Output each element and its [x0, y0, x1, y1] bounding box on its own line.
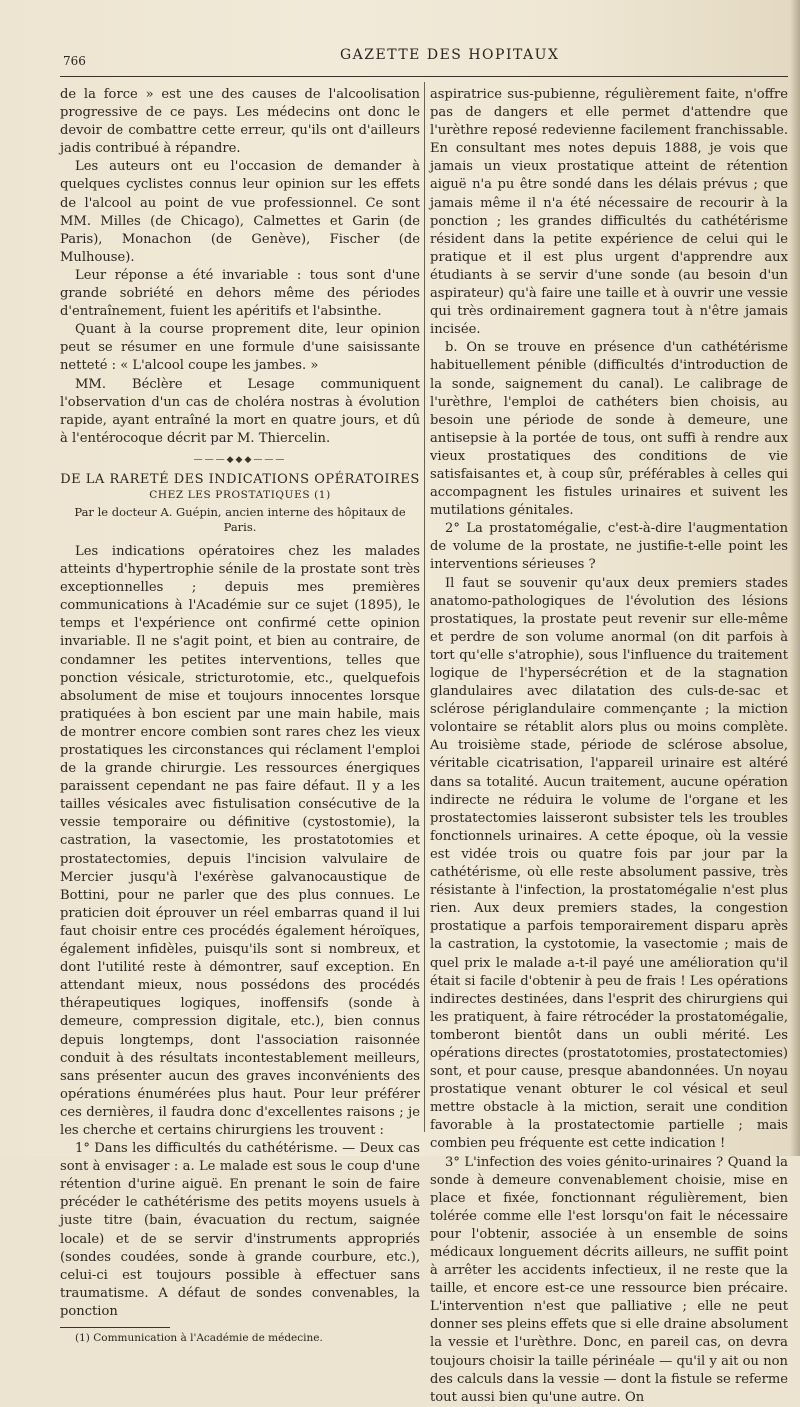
article-author: Par le docteur A. Guépin, ancien interne des hôpitaux de Paris.	[74, 504, 406, 534]
running-title: GAZETTE DES HOPITAUX	[340, 47, 560, 63]
header-rule	[60, 76, 788, 77]
column-divider	[424, 82, 425, 1132]
paragraph: Les auteurs ont eu l'occasion de demander à quelques cyclistes connus leur opinion sur les effets de l'alcool au point de vue professionnel. Ce sont MM. Milles (de Chicago), Calmettes et Garin (de Paris), Monachon (de Genève), Fischer (de Mulhouse).	[60, 159, 420, 265]
paragraph: Les indications opératoires chez les malades atteints d'hypertrophie sénile de la prostate sont très exceptionnelles ; depuis mes premières communications à l'Académie sur ce sujet (1895), le temps et l'expérience ont confirmé cette opinion invariable. Il ne s'agit point, et bien au contraire, de condamner les petites interventions, telles que ponction vésicale, stricturotomie, etc., quelquefois absolument de mise et toujours innocentes lorsque pratiquées à bon escient par une main habile, mais de montrer encore combien sont rares chez les vieux prostatiques les circonstances qui réclament l'emploi de la grande chirurgie. Les ressources énergiques paraissent cependant ne pas faire défaut. Il y a les tailles vésicales avec fistulisation consécutive de la vessie temporaire ou définitive (cystostomie), la castration, la vasectomie, les prostatotomies et prostatectomies, depuis l'incision valvulaire de Mercier jusqu'à l'exérèse galvanocaustique de Bottini, pour ne parler que des plus connues. Le praticien doit éprouver un réel embarras quand il lui faut choisir entre ces procédés également héroïques, également infidèles, puisqu'ils sont si nombreux, et dont l'utilité reste à démontrer, sauf exception. En attendant mieux, nous possédons des procédés thérapeutiques logiques, inoffensifs (sonde à demeure, compression digitale, etc.), bien connus depuis longtemps, dont l'association raisonnée conduit à des résultats incontestablement meilleurs, sans présenter aucun des graves inconvénients des opérations énumérées plus haut. Pour leur préférer ces dernières, il faudra donc d'excellentes raisons ; je les cherche et certains chirurgiens les trouvent :	[60, 543, 420, 1138]
paragraph: 3° L'infection des voies génito-urinaires ? Quand la sonde à demeure convenablement choisie, mise en place et fixée, fonctionnant régulièrement, bien tolérée comme elle l'est lorsqu'on fait le nécessaire pour l'obtenir, associée à un ensemble de soins médicaux longuement décrits ailleurs, ne suffit point à arrêter les accidents infectieux, il ne reste que la taille, et encore est-ce une ressource bien précaire. L'intervention n'est que palliative ; elle ne peut donner ses pleins effets que si elle draine absolument la vessie et l'urèthre. Donc, en pareil cas, on devra toujours choisir la taille périnéale — qu'il y ait ou non des calculs dans la vessie — dont la fistule se referme tout aussi bien qu'une autre. On	[430, 1154, 788, 1405]
paragraph: 2° La prostatomégalie, c'est-à-dire l'augmentation de volume de la prostate, ne justifie-t-elle point les interventions sérieuses ?	[430, 521, 788, 573]
left-column-paragraphs	[60, 86, 420, 448]
paragraph: b. On se trouve en présence d'un cathétérisme habituellement pénible (difficultés d'introduction de la sonde, saignement du canal). Le calibrage de l'urèthre, l'emploi de cathéters bien choisis, au besoin une période de sonde à demeure, une antisepsie à la portée de tous, ont suffi à rendre aux vieux prostatiques des conditions de vie satisfaisantes et, à coup sûr, préférables à celles qui accompagnent les fistules urinaires et suivent les mutilations génitales.	[430, 340, 788, 519]
article-subtitle: CHEZ LES PROSTATIQUES (1)	[149, 488, 331, 501]
right-column	[430, 86, 788, 1407]
footnote-rule	[60, 1327, 170, 1328]
section-ornament: ———◆◆◆———	[193, 454, 287, 465]
paragraph: Il faut se souvenir qu'aux deux premiers stades anatomo-pathologiques de l'évolution des lésions prostatiques, la prostate peut revenir sur elle-même et perdre de son volume anormal (on dit parfois à tort qu'elle s'atrophie), sous l'influence du traitement logique de l'hypersécrétion et de la stagnation glandulaires avec dilatation des culs-de-sac et sclérose périglandulaire commençante ; la miction volontaire se rétablit alors plus ou moins complète. Au troisième stade, période de sclérose absolue, véritable cicatrisation, l'appareil urinaire est altéré dans sa totalité. Aucun traitement, aucune opération indirecte ne réduira le volume de l'organe et les prostatectomies laisseront subsister tels les troubles fonctionnels urinaires. A cette époque, où la vessie est vidée trois ou quatre fois par jour par la cathétérisme, où elle reste absolument passive, très résistante à l'infection, la prostatomégalie n'est plus rien. Aux deux premiers stades, la congestion prostatique a parfois temporairement disparu après la castration, la cystotomie, la vasectomie ; mais de quel prix le malade a-t-il payé une amélioration qu'il était si facile d'obtenir à peu de frais ! Les opérations indirectes destinées, dans l'esprit des chirurgiens qui les pratiquent, à faire rétrocéder la prostatomégalie, tomberont bientôt dans un oubli mérité. Les opérations directes (prostatotomies, prostatectomies) sont, et pour cause, presque abandonnées. Un noyau prostatique venant obturer le col vésical et seul mettre obstacle à la miction, serait une condition favorable à la prostatectomie partielle ; mais combien peu fréquente est cette indication !	[430, 575, 788, 1152]
paragraph: aspiratrice sus-pubienne, régulièrement faite, n'offre pas de dangers et elle permet d'attendre que l'urèthre reposé redevienne facilement franchissable. En consultant mes notes depuis 1888, je vois que jamais un vieux prostatique atteint de rétention aiguë n'a pu être sondé dans les délais prévus ; que jamais même il n'a été nécessaire de recourir à la ponction ; les grandes difficultés du cathétérisme résident dans la petite expérience de celui qui le pratique et il est plus urgent d'apprendre aux étudiants à se servir d'une sonde (au besoin d'un aspirateur) qu'à faire une taille et à ouvrir une vessie qui très ordinairement gagnera tout à n'être jamais incisée.	[430, 87, 788, 338]
paragraph: de la force » est une des causes de l'alcoolisation progressive de ce pays. Les médecins ont donc le devoir de combattre cette erreur, qu'ils ont d'ailleurs jadis contribué à répandre.	[60, 87, 420, 157]
right-column-paragraphs	[430, 86, 788, 1407]
paragraph: MM. Béclère et Lesage communiquent l'observation d'un cas de choléra nostras à évolution rapide, ayant entraîné la mort en quatre jours, et dû à l'entérocoque décrit par M. Thiercelin.	[60, 376, 420, 446]
article-paragraphs	[60, 543, 420, 1321]
page-number: 766	[63, 54, 86, 68]
paragraph: Quant à la course proprement dite, leur opinion peut se résumer en une formule d'une saisissante netteté : « L'alcool coupe les jambes. »	[60, 322, 420, 374]
page-edge-shadow	[790, 0, 800, 1156]
footnote: (1) Communication à l'Académie de médecine.	[75, 1332, 323, 1344]
paragraph: Leur réponse a été invariable : tous sont d'une grande sobriété en dehors même des périodes d'entraînement, fuient les apéritifs et l'absinthe.	[60, 267, 420, 320]
article-title: DE LA RARETÉ DES INDICATIONS OPÉRATOIRES	[60, 471, 420, 487]
paragraph: 1° Dans les difficultés du cathétérisme. — Deux cas sont à envisager : a. Le malade est sous le coup d'une rétention d'urine aiguë. En prenant le soin de faire précéder le cathétérisme des petits moyens usuels à juste titre (bain, évacuation du rectum, saignée locale) et de se servir d'instruments appropriés (sondes coudées, sonde à grande courbure, etc.), celui-ci est toujours possible à effectuer sans traumatisme. A défaut de sondes convenables, la ponction	[60, 1141, 420, 1319]
left-column	[60, 86, 420, 1345]
